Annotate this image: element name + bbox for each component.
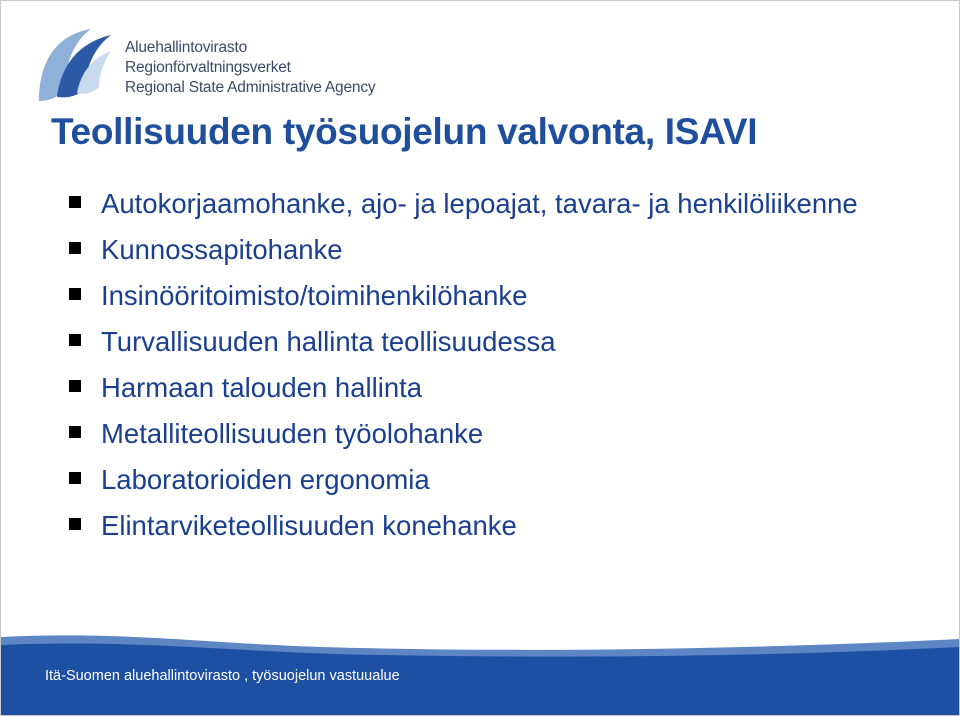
list-item [69, 507, 929, 544]
bullet-list [69, 185, 929, 553]
list-item [69, 231, 929, 268]
list-item [69, 185, 929, 222]
bullet-square-icon [69, 426, 81, 438]
bullet-square-icon [69, 196, 81, 208]
slide-title: Teollisuuden työsuojelun valvonta, ISAVI [51, 111, 758, 152]
list-item-text: Laboratorioiden ergonomia [101, 464, 430, 495]
list-item-text: Kunnossapitohanke [101, 234, 343, 265]
agency-name-fi: Aluehallintovirasto [125, 39, 247, 56]
bullet-square-icon [69, 334, 81, 346]
bullet-square-icon [69, 518, 81, 530]
list-item [69, 415, 929, 452]
list-item-text: Elintarviketeollisuuden konehanke [101, 510, 517, 541]
agency-name-sv: Regionförvaltningsverket [125, 59, 291, 76]
list-item-text: Turvallisuuden hallinta teollisuudessa [101, 326, 556, 357]
bullet-square-icon [69, 288, 81, 300]
list-item [69, 277, 929, 314]
agency-logo [33, 23, 393, 113]
agency-name [125, 38, 375, 98]
bullet-square-icon [69, 242, 81, 254]
bullet-square-icon [69, 472, 81, 484]
list-item-text: Insinööritoimisto/toimihenkilöhanke [101, 280, 528, 311]
agency-logo-icon [33, 23, 115, 105]
list-item-text: Autokorjaamohanke, ajo- ja lepoajat, tavara- ja henkilöliikenne [101, 188, 858, 219]
list-item [69, 323, 929, 360]
footer-band [1, 633, 959, 715]
list-item-text: Metalliteollisuuden työolohanke [101, 418, 484, 449]
list-item-text: Harmaan talouden hallinta [101, 372, 423, 403]
agency-name-en: Regional State Administrative Agency [125, 79, 376, 96]
footer-text: Itä-Suomen aluehallintovirasto , työsuojelun vastuualue [45, 668, 400, 684]
bullet-square-icon [69, 380, 81, 392]
list-item [69, 369, 929, 406]
list-item [69, 461, 929, 498]
